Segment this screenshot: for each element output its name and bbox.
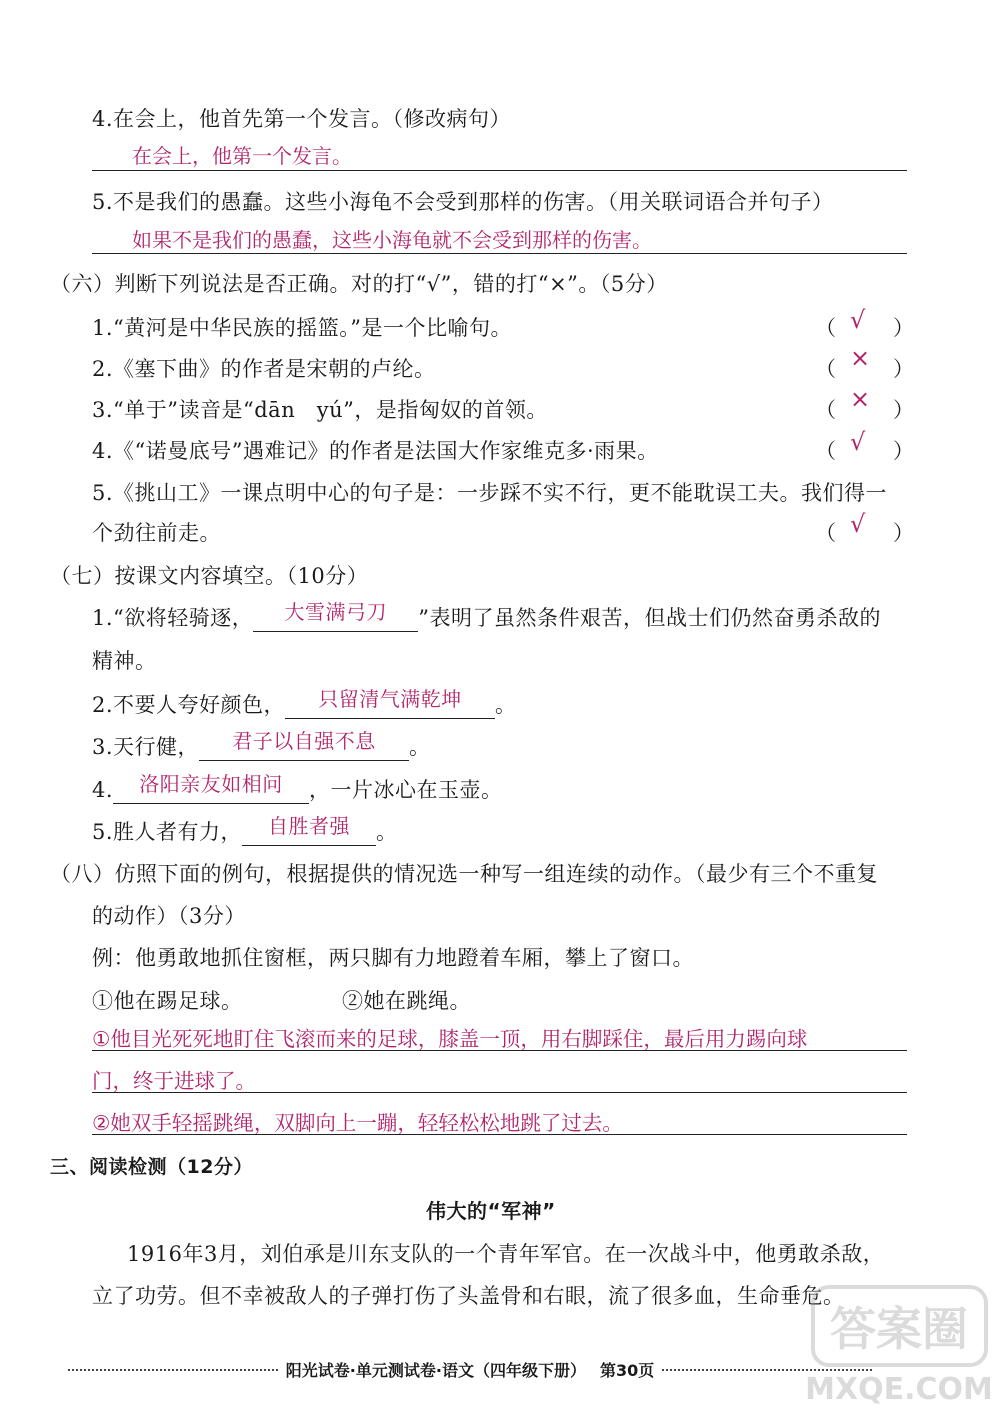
judge-item-4: 4.《“诺曼底号”遇难记》的作者是法国大作家维克多·雨果。 (92, 439, 659, 463)
question-5-text: 5.不是我们的愚蠢。这些小海龟不会受到那样的伤害。（用关联词语合并句子） (92, 190, 834, 214)
fill-item-1-prefix: 1.“欲将轻骑逐， (92, 606, 254, 630)
paren-open: （ (815, 398, 836, 422)
section-8-title: （八）仿照下面的例句，根据提供的情况选一种写一组连续的动作。（最少有三个不重复 (50, 862, 878, 886)
paren-open: （ (815, 316, 836, 340)
footer-title: 阳光试卷·单元测试卷·语文（四年级下册） (285, 1361, 586, 1380)
answer-8-1-line2: 门，终于进球了。 (92, 1069, 256, 1093)
answer-line (92, 170, 907, 171)
answer-4: 在会上，他第一个发言。 (132, 144, 352, 168)
fill-item-5: 5.胜人者有力， 自胜者强 。 (92, 814, 398, 844)
fill-item-2: 2.不要人夸好颜色， 只留清气满乾坤 。 (92, 687, 517, 717)
paren-open: （ (815, 357, 836, 381)
watermark-top-text: 答案圈 (830, 1302, 968, 1356)
judge-item-2: 2.《塞下曲》的作者是宋朝的卢纶。 (92, 357, 436, 381)
answer-8-2: ②她双手轻摇跳绳，双脚向上一蹦，轻轻松松地跳了过去。 (92, 1111, 623, 1135)
article-paragraph-line1: 1916年3月，刘伯承是川东支队的一个青年军官。在一次战斗中，他勇敢杀敌， (127, 1242, 885, 1266)
fill-blank-1 (253, 602, 418, 632)
paren-close: ） (893, 398, 914, 422)
cross-mark: × (850, 344, 871, 372)
judge-item-5: 5.《挑山工》一课点明中心的句子是：一步踩不实不行，更不能耽误工夫。我们得一 (92, 481, 888, 505)
fill-blank-3 (199, 731, 409, 761)
watermark-bottom-text: MXQE.COM (807, 1372, 992, 1407)
judge-item-3: 3.“单于”读音是“dān yú”，是指匈奴的首领。 (92, 398, 548, 422)
option-1: ①他在踢足球。 (92, 989, 243, 1013)
cross-mark: × (850, 385, 871, 413)
page-number: 第30页 (599, 1361, 655, 1380)
check-mark: √ (850, 428, 866, 456)
answer-line (92, 1134, 907, 1135)
section-8-title-line2: 的动作）（3分） (92, 904, 246, 928)
fill-item-4: 4. 洛阳亲友如相问 ，一片冰心在玉壶。 (92, 772, 503, 802)
question-4-text: 4.在会上，他首先第一个发言。（修改病句） (92, 107, 512, 131)
fill-answer-4: 洛阳亲友如相问 (139, 772, 283, 796)
answer-5: 如果不是我们的愚蠢，这些小海龟就不会受到那样的伤害。 (132, 228, 652, 252)
fill-item-1 (92, 602, 881, 632)
paren-close: ） (893, 521, 914, 545)
fill-blank-5 (242, 816, 376, 846)
article-paragraph-line2: 立了功劳。但不幸被敌人的子弹打伤了头盖骨和右眼，流了很多血，生命垂危。 (92, 1284, 845, 1308)
answer-8-1-line1: ①他目光死死地盯住飞滚而来的足球，膝盖一顶，用右脚踩住，最后用力踢向球 (92, 1027, 808, 1051)
fill-answer-2: 只留清气满乾坤 (318, 687, 462, 711)
footer-dots-left (68, 1369, 278, 1371)
section-6-title: （六）判断下列说法是否正确。对的打“√”，错的打“×”。（5分） (50, 272, 668, 296)
watermark-logo-icon (807, 1281, 992, 1411)
fill-answer-1: 大雪满弓刀 (284, 600, 388, 624)
check-mark: √ (850, 510, 866, 538)
option-2: ②她在跳绳。 (342, 989, 471, 1013)
section-7-title: （七）按课文内容填空。（10分） (50, 564, 369, 588)
judge-item-5-line2: 个劲往前走。 (92, 521, 221, 545)
paren-close: ） (893, 316, 914, 340)
article-title: 伟大的“军神” (426, 1199, 556, 1223)
fill-item-1-suffix: ”表明了虽然条件艰苦，但战士们仍然奋勇杀敌的 (418, 606, 882, 630)
fill-blank-2 (285, 689, 495, 719)
judge-item-1: 1.“黄河是中华民族的摇篮。”是一个比喻句。 (92, 316, 513, 340)
page-footer (60, 1358, 880, 1381)
answer-line (92, 1092, 907, 1093)
paren-close: ） (893, 439, 914, 463)
fill-answer-5: 自胜者强 (268, 814, 351, 838)
fill-item-3: 3.天行健， 君子以自强不息 。 (92, 729, 431, 759)
fill-item-1-line2: 精神。 (92, 649, 157, 673)
fill-answer-3: 君子以自强不息 (232, 729, 376, 753)
paren-close: ） (893, 357, 914, 381)
check-mark: √ (850, 306, 866, 334)
example-sentence: 例：他勇敢地抓住窗框，两只脚有力地蹬着车厢，攀上了窗口。 (92, 946, 694, 970)
answer-line (92, 253, 907, 254)
fill-blank-4 (113, 774, 309, 804)
paren-open: （ (815, 521, 836, 545)
watermark-logo (807, 1281, 992, 1411)
section-3-title: 三、阅读检测（12分） (50, 1156, 253, 1178)
paren-open: （ (815, 439, 836, 463)
answer-line (92, 1050, 907, 1051)
